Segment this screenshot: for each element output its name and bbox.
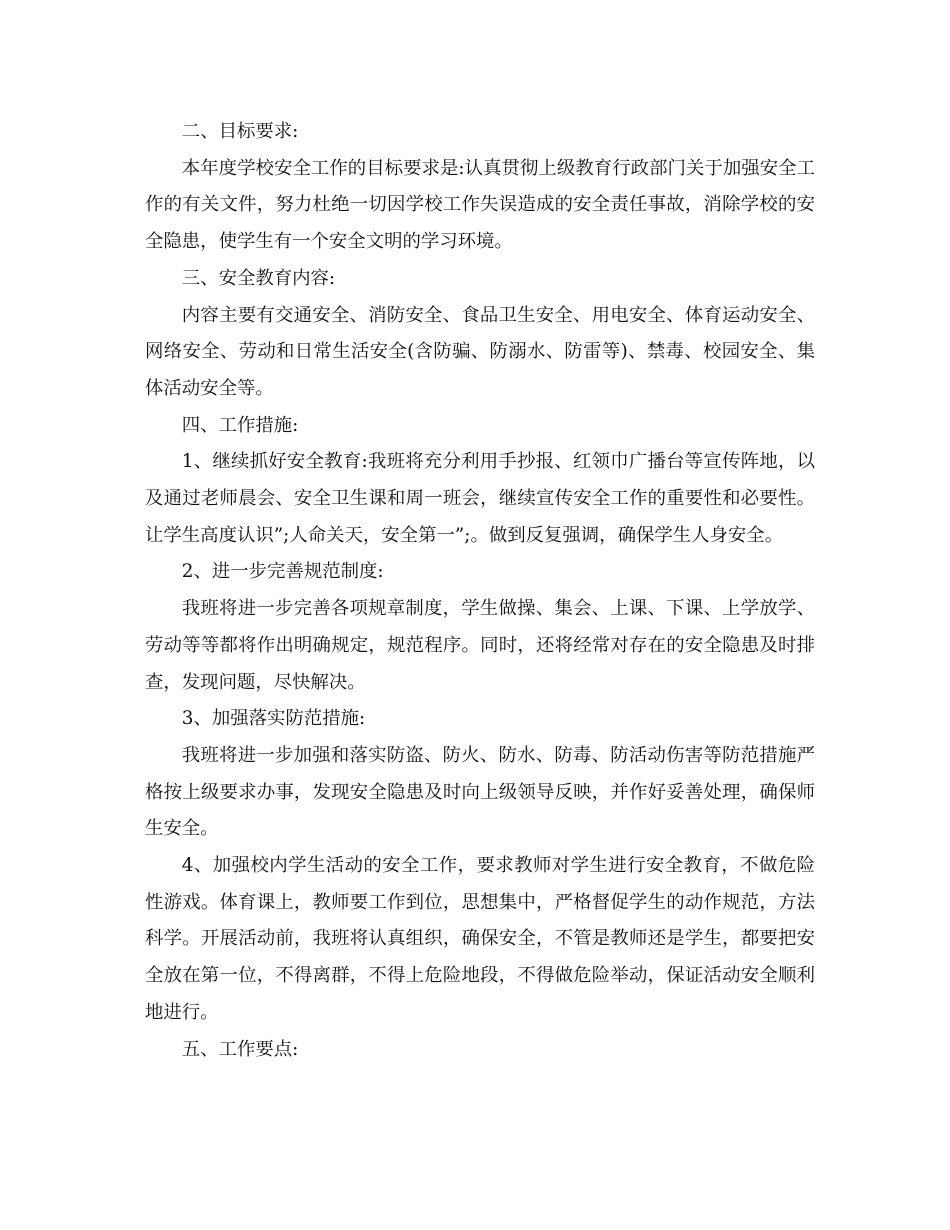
section-heading-goals: 二、目标要求: xyxy=(181,121,299,142)
paragraph-measure-1: 1、继续抓好安全教育:我班将充分利用手抄报、红领巾广播台等宣传阵地，以及通过老师晨会、安全卫生课和周一班会，继续宣传安全工作的重要性和必要性。让学生高度认识”;人命关天，安全第一”;。做到反复强调，确保学生人身安全。 xyxy=(145,451,815,546)
section-heading-education-content: 三、安全教育内容: xyxy=(181,267,336,289)
subheading-measure-2: 2、进一步完善规范制度: xyxy=(181,561,384,583)
paragraph-measure-2: 我班将进一步完善各项规章制度，学生做操、集会、上课、下课、上学放学、劳动等等都将作出明确规定，规范程序。同时，还将经常对存在的安全隐患及时排查，发现问题，尽快解决。 xyxy=(145,598,815,693)
subheading-measure-3: 3、加强落实防范措施: xyxy=(181,708,366,730)
paragraph-education-content: 内容主要有交通安全、消防安全、食品卫生安全、用电安全、体育运动安全、网络安全、劳动和日常生活安全(含防骗、防溺水、防雷等)、禁毒、校园安全、集体活动安全等。 xyxy=(145,304,815,399)
section-heading-measures: 四、工作措施: xyxy=(181,414,299,436)
paragraph-measure-3: 我班将进一步加强和落实防盗、防火、防水、防毒、防活动伤害等防范措施严格按上级要求办事，发现安全隐患及时向上级领导反映，并作好妥善处理，确保师生安全。 xyxy=(145,744,815,840)
paragraph-goals: 本年度学校安全工作的目标要求是:认真贯彻上级教育行政部门关于加强安全工作的有关文件，努力杜绝一切因学校工作失误造成的安全责任事故，消除学校的安全隐患，使学生有一个安全文明的学习环境。 xyxy=(145,157,815,253)
section-heading-key-points: 五、工作要点: xyxy=(181,1038,299,1060)
paragraph-measure-4: 4、加强校内学生活动的安全工作，要求教师对学生进行安全教育，不做危险性游戏。体育课上，教师要工作到位，思想集中，严格督促学生的动作规范，方法科学。开展活动前，我班将认真组织，确保安全，不管是教师还是学生，都要把安全放在第一位，不得离群，不得上危险地段，不得做危险举动，保证活动安全顺利地进行。 xyxy=(145,855,815,1023)
document-body xyxy=(145,114,815,1068)
